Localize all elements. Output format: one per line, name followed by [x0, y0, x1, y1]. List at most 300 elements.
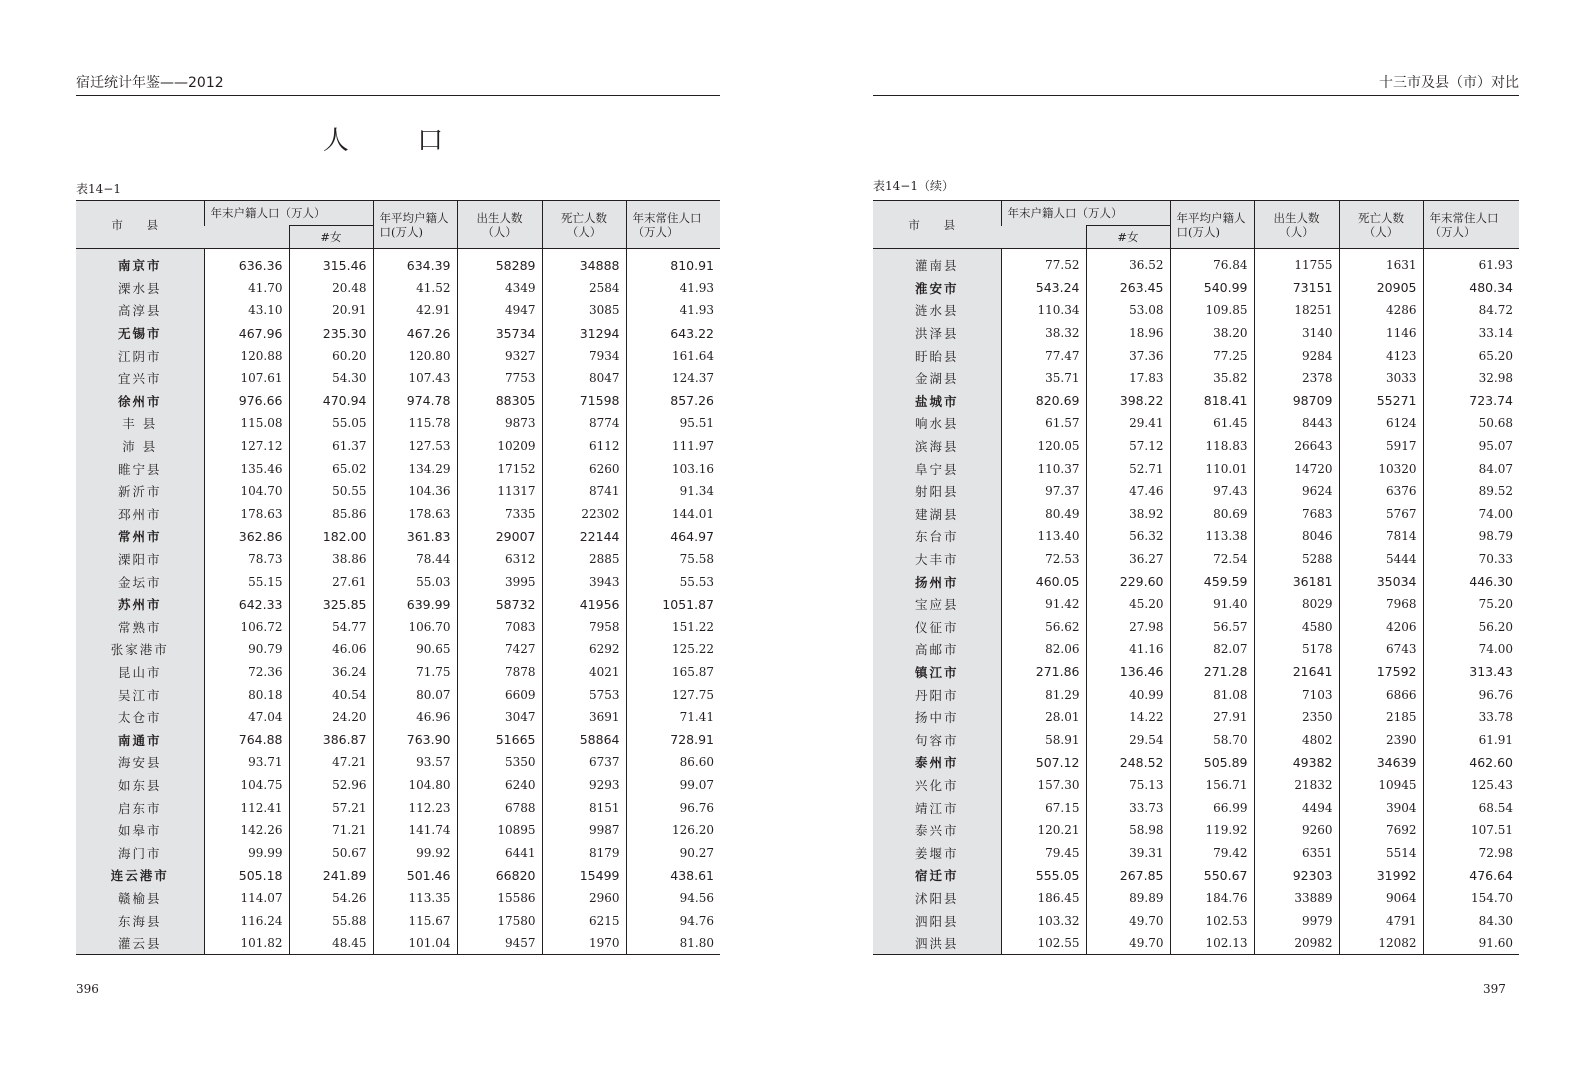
cell-resident: 50.68 [1423, 412, 1519, 435]
cell-deaths: 7814 [1339, 525, 1423, 548]
cell-name: 昆山市 [76, 661, 204, 684]
cell-name: 靖江市 [873, 796, 1001, 819]
cell-female: 60.20 [289, 344, 373, 367]
cell-resident: 480.34 [1423, 277, 1519, 300]
cell-pop: 81.29 [1001, 683, 1086, 706]
cell-births: 6351 [1254, 841, 1339, 864]
cell-pop: 460.05 [1001, 570, 1086, 593]
cell-name: 金坛市 [76, 570, 204, 593]
cell-resident: 165.87 [626, 661, 720, 684]
header-avg-pop: 年平均户籍人口(万人) [1170, 201, 1254, 249]
cell-births: 7753 [457, 367, 542, 390]
cell-resident: 32.98 [1423, 367, 1519, 390]
cell-births: 5178 [1254, 638, 1339, 661]
cell-deaths: 2584 [542, 277, 626, 300]
cell-resident: 94.56 [626, 887, 720, 910]
cell-resident: 96.76 [1423, 683, 1519, 706]
cell-pop: 107.61 [204, 367, 289, 390]
cell-name: 镇江市 [873, 661, 1001, 684]
cell-births: 17152 [457, 457, 542, 480]
cell-female: 38.86 [289, 548, 373, 571]
cell-deaths: 5444 [1339, 548, 1423, 571]
cell-births: 8029 [1254, 593, 1339, 616]
table-row [873, 819, 1519, 842]
cell-avg: 459.59 [1170, 570, 1254, 593]
cell-births: 98709 [1254, 390, 1339, 413]
cell-avg: 99.92 [373, 841, 457, 864]
cell-avg: 90.65 [373, 638, 457, 661]
table-row [873, 932, 1519, 955]
cell-female: 398.22 [1086, 390, 1170, 413]
cell-births: 9260 [1254, 819, 1339, 842]
table-row [873, 616, 1519, 639]
cell-deaths: 5917 [1339, 435, 1423, 458]
table-row [873, 525, 1519, 548]
header-avg-pop: 年平均户籍人口(万人) [373, 201, 457, 249]
cell-deaths: 22302 [542, 503, 626, 526]
cell-name: 泰州市 [873, 751, 1001, 774]
table-row [76, 367, 720, 390]
cell-births: 4802 [1254, 728, 1339, 751]
cell-pop: 157.30 [1001, 774, 1086, 797]
cell-name: 洪泽县 [873, 322, 1001, 345]
header-deaths: 死亡人数（人） [542, 201, 626, 249]
cell-births: 2378 [1254, 367, 1339, 390]
cell-deaths: 17592 [1339, 661, 1423, 684]
cell-births: 17580 [457, 909, 542, 932]
cell-resident: 61.91 [1423, 728, 1519, 751]
cell-births: 9327 [457, 344, 542, 367]
cell-pop: 555.05 [1001, 864, 1086, 887]
table-row [76, 932, 720, 955]
cell-deaths: 12082 [1339, 932, 1423, 955]
table-row [76, 638, 720, 661]
table-row [76, 457, 720, 480]
table-row [76, 887, 720, 910]
cell-resident: 99.07 [626, 774, 720, 797]
cell-female: 38.92 [1086, 503, 1170, 526]
cell-name: 常州市 [76, 525, 204, 548]
cell-births: 4580 [1254, 616, 1339, 639]
cell-deaths: 34888 [542, 254, 626, 277]
cell-resident: 125.22 [626, 638, 720, 661]
cell-female: 56.32 [1086, 525, 1170, 548]
cell-deaths: 6292 [542, 638, 626, 661]
cell-births: 6441 [457, 841, 542, 864]
cell-name: 新沂市 [76, 480, 204, 503]
cell-resident: 111.97 [626, 435, 720, 458]
cell-resident: 74.00 [1423, 638, 1519, 661]
table-row [873, 909, 1519, 932]
cell-female: 46.06 [289, 638, 373, 661]
cell-resident: 154.70 [1423, 887, 1519, 910]
cell-avg: 141.74 [373, 819, 457, 842]
cell-female: 33.73 [1086, 796, 1170, 819]
cell-pop: 543.24 [1001, 277, 1086, 300]
cell-name: 太仓市 [76, 706, 204, 729]
cell-name: 泰兴市 [873, 819, 1001, 842]
cell-resident: 75.20 [1423, 593, 1519, 616]
cell-female: 470.94 [289, 390, 373, 413]
cell-avg: 72.54 [1170, 548, 1254, 571]
cell-female: 263.45 [1086, 277, 1170, 300]
cell-avg: 41.52 [373, 277, 457, 300]
cell-births: 11755 [1254, 254, 1339, 277]
header-resident-pop: 年末常住人口（万人） [626, 201, 720, 249]
cell-pop: 38.32 [1001, 322, 1086, 345]
cell-female: 55.05 [289, 412, 373, 435]
cell-deaths: 6124 [1339, 412, 1423, 435]
cell-resident: 65.20 [1423, 344, 1519, 367]
cell-avg: 76.84 [1170, 254, 1254, 277]
cell-female: 27.98 [1086, 616, 1170, 639]
cell-avg: 77.25 [1170, 344, 1254, 367]
cell-births: 9873 [457, 412, 542, 435]
cell-female: 20.91 [289, 299, 373, 322]
cell-deaths: 1970 [542, 932, 626, 955]
cell-avg: 505.89 [1170, 751, 1254, 774]
cell-pop: 101.82 [204, 932, 289, 955]
table-row [76, 412, 720, 435]
cell-avg: 115.78 [373, 412, 457, 435]
cell-female: 24.20 [289, 706, 373, 729]
cell-avg: 38.20 [1170, 322, 1254, 345]
cell-pop: 142.26 [204, 819, 289, 842]
cell-deaths: 3943 [542, 570, 626, 593]
cell-female: 52.71 [1086, 457, 1170, 480]
cell-pop: 91.42 [1001, 593, 1086, 616]
cell-female: 57.12 [1086, 435, 1170, 458]
cell-resident: 98.79 [1423, 525, 1519, 548]
cell-births: 7683 [1254, 503, 1339, 526]
header-female: #女 [1086, 226, 1170, 249]
cell-births: 7427 [457, 638, 542, 661]
cell-deaths: 35034 [1339, 570, 1423, 593]
table-row [76, 480, 720, 503]
cell-name: 邳州市 [76, 503, 204, 526]
cell-births: 21832 [1254, 774, 1339, 797]
cell-resident: 723.74 [1423, 390, 1519, 413]
cell-name: 沛 县 [76, 435, 204, 458]
cell-female: 89.89 [1086, 887, 1170, 910]
cell-name: 溧阳市 [76, 548, 204, 571]
cell-female: 50.67 [289, 841, 373, 864]
cell-deaths: 5753 [542, 683, 626, 706]
cell-resident: 61.93 [1423, 254, 1519, 277]
cell-pop: 120.21 [1001, 819, 1086, 842]
cell-pop: 103.32 [1001, 909, 1086, 932]
cell-pop: 104.70 [204, 480, 289, 503]
cell-deaths: 3904 [1339, 796, 1423, 819]
cell-avg: 467.26 [373, 322, 457, 345]
table-row [873, 570, 1519, 593]
cell-avg: 763.90 [373, 728, 457, 751]
cell-deaths: 8179 [542, 841, 626, 864]
cell-births: 2350 [1254, 706, 1339, 729]
table-row [76, 299, 720, 322]
cell-births: 58289 [457, 254, 542, 277]
cell-deaths: 58864 [542, 728, 626, 751]
table-row [76, 774, 720, 797]
table-row [76, 390, 720, 413]
cell-pop: 28.01 [1001, 706, 1086, 729]
cell-births: 35734 [457, 322, 542, 345]
cell-female: 37.36 [1086, 344, 1170, 367]
cell-female: 49.70 [1086, 909, 1170, 932]
cell-name: 射阳县 [873, 480, 1001, 503]
cell-female: 53.08 [1086, 299, 1170, 322]
cell-deaths: 2185 [1339, 706, 1423, 729]
cell-female: 85.86 [289, 503, 373, 526]
cell-births: 18251 [1254, 299, 1339, 322]
table-row [76, 322, 720, 345]
cell-deaths: 6376 [1339, 480, 1423, 503]
cell-births: 9284 [1254, 344, 1339, 367]
cell-deaths: 10945 [1339, 774, 1423, 797]
header-registered-pop: 年末户籍人口（万人） [1001, 201, 1170, 226]
cell-female: 36.24 [289, 661, 373, 684]
table-row [873, 299, 1519, 322]
cell-resident: 94.76 [626, 909, 720, 932]
cell-avg: 81.08 [1170, 683, 1254, 706]
cell-pop: 102.55 [1001, 932, 1086, 955]
cell-deaths: 4021 [542, 661, 626, 684]
table-row [76, 819, 720, 842]
cell-name: 仪征市 [873, 616, 1001, 639]
cell-pop: 127.12 [204, 435, 289, 458]
cell-births: 11317 [457, 480, 542, 503]
header-births: 出生人数（人） [457, 201, 542, 249]
cell-births: 4349 [457, 277, 542, 300]
cell-female: 40.99 [1086, 683, 1170, 706]
cell-name: 兴化市 [873, 774, 1001, 797]
cell-female: 40.54 [289, 683, 373, 706]
cell-female: 229.60 [1086, 570, 1170, 593]
cell-pop: 764.88 [204, 728, 289, 751]
table-row [873, 887, 1519, 910]
cell-resident: 41.93 [626, 299, 720, 322]
cell-female: 241.89 [289, 864, 373, 887]
cell-name: 宝应县 [873, 593, 1001, 616]
cell-resident: 96.76 [626, 796, 720, 819]
cell-births: 5350 [457, 751, 542, 774]
cell-female: 136.46 [1086, 661, 1170, 684]
cell-name: 高淳县 [76, 299, 204, 322]
cell-deaths: 20905 [1339, 277, 1423, 300]
cell-births: 3995 [457, 570, 542, 593]
table-row [873, 457, 1519, 480]
cell-deaths: 6743 [1339, 638, 1423, 661]
cell-deaths: 3033 [1339, 367, 1423, 390]
cell-resident: 95.51 [626, 412, 720, 435]
cell-pop: 82.06 [1001, 638, 1086, 661]
cell-female: 48.45 [289, 932, 373, 955]
table-row [76, 503, 720, 526]
cell-resident: 84.30 [1423, 909, 1519, 932]
cell-avg: 156.71 [1170, 774, 1254, 797]
cell-name: 阜宁县 [873, 457, 1001, 480]
cell-avg: 109.85 [1170, 299, 1254, 322]
cell-name: 大丰市 [873, 548, 1001, 571]
cell-avg: 55.03 [373, 570, 457, 593]
cell-pop: 35.71 [1001, 367, 1086, 390]
cell-births: 6240 [457, 774, 542, 797]
cell-avg: 134.29 [373, 457, 457, 480]
cell-pop: 47.04 [204, 706, 289, 729]
cell-births: 9624 [1254, 480, 1339, 503]
table-row [873, 367, 1519, 390]
cell-resident: 107.51 [1423, 819, 1519, 842]
cell-births: 51665 [457, 728, 542, 751]
header-registered-pop: 年末户籍人口（万人） [204, 201, 373, 226]
cell-pop: 186.45 [1001, 887, 1086, 910]
cell-pop: 820.69 [1001, 390, 1086, 413]
cell-births: 20982 [1254, 932, 1339, 955]
cell-pop: 112.41 [204, 796, 289, 819]
cell-avg: 113.38 [1170, 525, 1254, 548]
cell-resident: 126.20 [626, 819, 720, 842]
cell-deaths: 7692 [1339, 819, 1423, 842]
cell-resident: 91.34 [626, 480, 720, 503]
cell-pop: 507.12 [1001, 751, 1086, 774]
cell-avg: 118.83 [1170, 435, 1254, 458]
cell-name: 徐州市 [76, 390, 204, 413]
cell-avg: 66.99 [1170, 796, 1254, 819]
cell-pop: 93.71 [204, 751, 289, 774]
cell-avg: 634.39 [373, 254, 457, 277]
cell-births: 8046 [1254, 525, 1339, 548]
cell-name: 宿迁市 [873, 864, 1001, 887]
cell-resident: 144.01 [626, 503, 720, 526]
table-row [76, 616, 720, 639]
cell-pop: 72.53 [1001, 548, 1086, 571]
cell-avg: 79.42 [1170, 841, 1254, 864]
cell-female: 61.37 [289, 435, 373, 458]
cell-births: 7335 [457, 503, 542, 526]
cell-name: 高邮市 [873, 638, 1001, 661]
table-row [873, 435, 1519, 458]
cell-deaths: 1146 [1339, 322, 1423, 345]
cell-resident: 75.58 [626, 548, 720, 571]
cell-name: 姜堰市 [873, 841, 1001, 864]
cell-resident: 476.64 [1423, 864, 1519, 887]
cell-resident: 728.91 [626, 728, 720, 751]
cell-pop: 110.37 [1001, 457, 1086, 480]
cell-resident: 90.27 [626, 841, 720, 864]
cell-pop: 72.36 [204, 661, 289, 684]
header-female: #女 [289, 226, 373, 249]
cell-name: 南京市 [76, 254, 204, 277]
cell-female: 235.30 [289, 322, 373, 345]
header-name: 市 县 [76, 201, 204, 249]
cell-pop: 505.18 [204, 864, 289, 887]
cell-resident: 161.64 [626, 344, 720, 367]
cell-pop: 97.37 [1001, 480, 1086, 503]
cell-births: 9457 [457, 932, 542, 955]
cell-resident: 33.78 [1423, 706, 1519, 729]
cell-pop: 110.34 [1001, 299, 1086, 322]
table-row [873, 593, 1519, 616]
table-label-left: 表14−1 [76, 182, 121, 196]
cell-avg: 110.01 [1170, 457, 1254, 480]
cell-resident: 74.00 [1423, 503, 1519, 526]
cell-pop: 106.72 [204, 616, 289, 639]
cell-resident: 313.43 [1423, 661, 1519, 684]
cell-avg: 184.76 [1170, 887, 1254, 910]
cell-female: 182.00 [289, 525, 373, 548]
cell-name: 苏州市 [76, 593, 204, 616]
cell-female: 315.46 [289, 254, 373, 277]
cell-name: 张家港市 [76, 638, 204, 661]
cell-deaths: 1631 [1339, 254, 1423, 277]
cell-pop: 113.40 [1001, 525, 1086, 548]
cell-name: 东海县 [76, 909, 204, 932]
cell-avg: 80.07 [373, 683, 457, 706]
cell-deaths: 9987 [542, 819, 626, 842]
cell-deaths: 7968 [1339, 593, 1423, 616]
cell-name: 连云港市 [76, 864, 204, 887]
cell-avg: 501.46 [373, 864, 457, 887]
cell-name: 建湖县 [873, 503, 1001, 526]
table-row [873, 683, 1519, 706]
cell-avg: 974.78 [373, 390, 457, 413]
cell-resident: 643.22 [626, 322, 720, 345]
cell-deaths: 2885 [542, 548, 626, 571]
cell-births: 7083 [457, 616, 542, 639]
cell-name: 灌南县 [873, 254, 1001, 277]
cell-avg: 119.92 [1170, 819, 1254, 842]
cell-avg: 56.57 [1170, 616, 1254, 639]
table-row [873, 796, 1519, 819]
table-body-right [873, 249, 1519, 955]
cell-female: 248.52 [1086, 751, 1170, 774]
cell-female: 57.21 [289, 796, 373, 819]
table-row [76, 525, 720, 548]
cell-deaths: 6866 [1339, 683, 1423, 706]
cell-resident: 81.80 [626, 932, 720, 955]
cell-deaths: 4206 [1339, 616, 1423, 639]
cell-births: 3047 [457, 706, 542, 729]
cell-female: 39.31 [1086, 841, 1170, 864]
cell-resident: 89.52 [1423, 480, 1519, 503]
cell-resident: 151.22 [626, 616, 720, 639]
cell-deaths: 7934 [542, 344, 626, 367]
cell-avg: 113.35 [373, 887, 457, 910]
running-head-left: 宿迁统计年鉴——2012 [76, 75, 720, 96]
cell-resident: 857.26 [626, 390, 720, 413]
cell-name: 如东县 [76, 774, 204, 797]
cell-avg: 61.45 [1170, 412, 1254, 435]
cell-avg: 35.82 [1170, 367, 1254, 390]
cell-avg: 540.99 [1170, 277, 1254, 300]
cell-deaths: 6112 [542, 435, 626, 458]
cell-female: 386.87 [289, 728, 373, 751]
cell-avg: 46.96 [373, 706, 457, 729]
cell-name: 沭阳县 [873, 887, 1001, 910]
cell-avg: 178.63 [373, 503, 457, 526]
cell-pop: 636.36 [204, 254, 289, 277]
cell-avg: 78.44 [373, 548, 457, 571]
cell-deaths: 7958 [542, 616, 626, 639]
cell-female: 55.88 [289, 909, 373, 932]
cell-avg: 102.13 [1170, 932, 1254, 955]
cell-female: 50.55 [289, 480, 373, 503]
cell-resident: 56.20 [1423, 616, 1519, 639]
cell-name: 灌云县 [76, 932, 204, 955]
table-row [76, 277, 720, 300]
cell-female: 14.22 [1086, 706, 1170, 729]
cell-pop: 135.46 [204, 457, 289, 480]
